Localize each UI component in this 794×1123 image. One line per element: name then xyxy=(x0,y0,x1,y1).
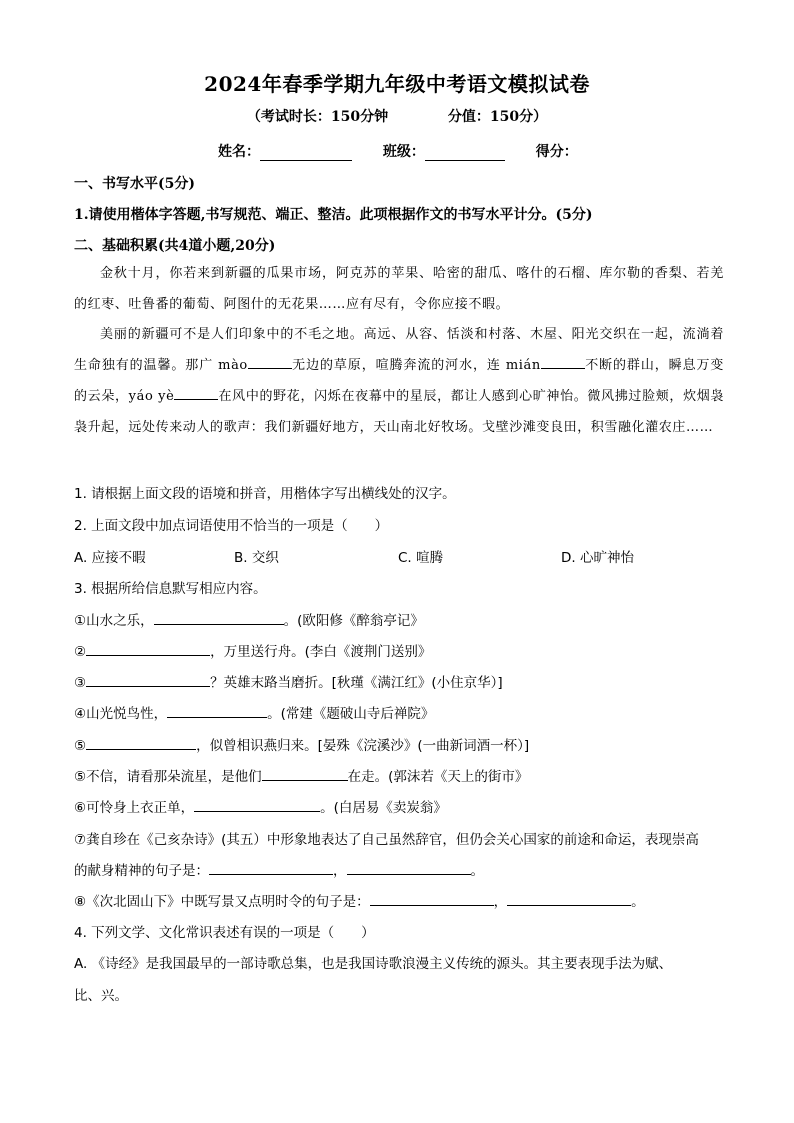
recite-source: ，万里送行舟。(李白《渡荆门送别》 xyxy=(210,644,432,660)
recite-text: 的献身精神的句子是： xyxy=(74,863,209,879)
question-1: 1. 请根据上面文段的语境和拼音，用楷体字写出横线处的汉字。 xyxy=(74,486,456,502)
section1-heading: 一、书写水平(5分) xyxy=(74,176,195,192)
passage-paragraph-1: 金秋十月，你若来到新疆的瓜果市场，阿克苏的苹果、哈密的甜瓜、喀什的石榴、库尔勒的香梨、若羌的红枣、吐鲁番的葡萄、阿图什的无花果……应有尽有，令你应接不暇。 xyxy=(74,266,724,312)
recite-line-3 xyxy=(74,671,503,691)
recite-source: 在走。(郭沫若《天上的街市》 xyxy=(347,769,529,785)
question-2-stem: 2. 上面文段中加点词语使用不恰当的一项是（ ） xyxy=(74,518,389,534)
exam-title: 2024年春季学期九年级中考语文模拟试卷 xyxy=(204,72,590,96)
recite-text: ④山光悦鸟性， xyxy=(74,706,168,722)
name-label: 姓名： xyxy=(218,144,260,160)
passage-text: 美丽的新疆可不是人们印象中的不毛之地。高远、从容、恬淡和村落、木屋、阳光交织在一起，流淌着生命独有的温馨。那广 mào xyxy=(74,327,724,374)
option-d[interactable]: D. 心旷神怡 xyxy=(561,550,634,566)
passage-paragraph-2 xyxy=(74,320,724,443)
pinyin-blank-mao[interactable] xyxy=(248,355,292,369)
answer-blank[interactable] xyxy=(86,642,210,656)
option-b[interactable]: B. 交织 xyxy=(234,550,279,566)
recite-source: ，似曾相识燕归来。[晏殊《浣溪沙》(一曲新词酒一杯）] xyxy=(196,738,530,754)
question-4-option-a-cont: 比、兴。 xyxy=(74,988,128,1004)
recite-text: ， xyxy=(333,863,347,879)
answer-blank[interactable] xyxy=(194,798,320,812)
exam-score: 分值：150分） xyxy=(447,109,548,125)
answer-blank[interactable] xyxy=(86,673,210,687)
answer-blank[interactable] xyxy=(86,736,196,750)
question-4-stem: 4. 下列文学、文化常识表述有误的一项是（ ） xyxy=(74,925,375,941)
reading-passage xyxy=(74,259,724,443)
question-3-stem: 3. 根据所给信息默写相应内容。 xyxy=(74,581,267,597)
recite-line-6 xyxy=(74,765,528,785)
recite-line-8-cont xyxy=(74,859,484,879)
class-blank[interactable] xyxy=(425,146,505,161)
recite-source: 。(常建《题破山寺后禅院》 xyxy=(267,706,435,722)
answer-blank[interactable] xyxy=(370,892,494,906)
answer-blank[interactable] xyxy=(507,892,631,906)
recite-line-1 xyxy=(74,609,424,629)
recite-line-2 xyxy=(74,640,431,660)
passage-text: 不断的群山，瞬息万变的云朵，yáo yè xyxy=(74,358,724,404)
recite-text: ， xyxy=(493,894,508,910)
exam-subtitle xyxy=(0,106,794,126)
grade-label: 得分： xyxy=(535,144,578,160)
question-4-option-a[interactable]: A. 《诗经》是我国最早的一部诗歌总集，也是我国诗歌浪漫主义传统的源头。其主要表现手法为赋、 xyxy=(74,956,673,972)
recite-text: ⑧《次北固山下》中既写景又点明时令的句子是： xyxy=(74,894,370,910)
answer-blank[interactable] xyxy=(154,611,284,625)
recite-line-5 xyxy=(74,734,529,754)
exam-duration: （考试时长：150分钟 xyxy=(246,109,389,125)
recite-text: ③ xyxy=(74,675,87,691)
recite-line-9 xyxy=(74,890,645,910)
section1-instruction: 1.请使用楷体字答题,书写规范、端正、整洁。此项根据作文的书写水平计分。(5分) xyxy=(74,207,593,223)
recite-text: ② xyxy=(74,644,87,660)
option-c[interactable]: C. 喧腾 xyxy=(398,550,444,566)
passage-text: 在风中的野花，闪烁在夜幕中的星辰，都让人感到心旷神怡。微风拂过脸颊，炊烟袅袅升起，远处传来动人的歌声：我们新疆好地方，天山南北好牧场。戈壁沙滩变良田，积雪融化灌农庄…… xyxy=(74,388,725,435)
recite-source: 。(白居易《卖炭翁》 xyxy=(320,800,447,816)
recite-text: ⑥可怜身上衣正单， xyxy=(74,800,195,816)
answer-blank[interactable] xyxy=(167,704,267,718)
answer-blank[interactable] xyxy=(347,861,471,875)
answer-blank[interactable] xyxy=(209,861,333,875)
recite-source: 。(欧阳修《醉翁亭记》 xyxy=(283,613,424,629)
recite-text: 。 xyxy=(470,863,484,879)
recite-line-7 xyxy=(74,796,447,816)
recite-text: 。 xyxy=(631,894,645,910)
pinyin-blank-mian[interactable] xyxy=(541,355,585,369)
class-label: 班级： xyxy=(382,144,425,160)
recite-line-4 xyxy=(74,702,434,722)
recite-text: ①山水之乐， xyxy=(74,613,154,629)
student-info-row xyxy=(218,141,578,161)
recite-source: ？英雄末路当磨折。[秋瑾《满江红》(小住京华）] xyxy=(210,675,503,691)
section2-heading: 二、基础积累(共4道小题,20分) xyxy=(74,238,276,254)
recite-text: ⑤不信，请看那朵流星，是他们 xyxy=(74,769,262,785)
pinyin-blank-yaoye[interactable] xyxy=(174,386,218,400)
answer-blank[interactable] xyxy=(262,767,348,781)
passage-text: 无边的草原，喧腾奔流的河水，连 mián xyxy=(291,358,541,374)
option-a[interactable]: A. 应接不暇 xyxy=(74,550,146,566)
recite-text: ⑤ xyxy=(74,738,87,754)
name-blank[interactable] xyxy=(260,146,352,161)
recite-line-8: ⑦龚自珍在《己亥杂诗》(其五）中形象地表达了自己虽然辞官，但仍会关心国家的前途和命运，表现崇高 xyxy=(74,832,699,848)
